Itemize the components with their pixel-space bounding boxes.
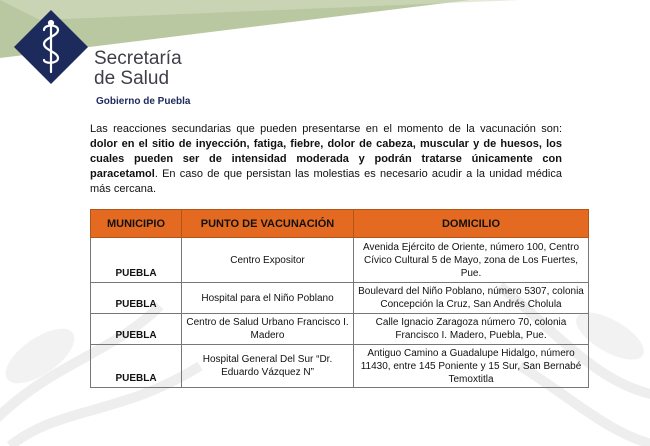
column-header-punto: PUNTO DE VACUNACIÓN	[182, 210, 354, 238]
cell-punto: Hospital General Del Sur “Dr. Eduardo Vázquez N”	[182, 345, 354, 388]
cell-municipio: PUEBLA	[91, 238, 182, 283]
cell-municipio: PUEBLA	[91, 283, 182, 314]
org-name-line2: de Salud	[94, 68, 170, 89]
government-subtitle: Gobierno de Puebla	[96, 96, 191, 107]
cell-municipio: PUEBLA	[91, 314, 182, 345]
table-row	[91, 314, 589, 345]
table-row	[91, 238, 589, 283]
cell-punto: Centro de Salud Urbano Francisco I. Madero	[182, 314, 354, 345]
paragraph-intro: Las reacciones secundarias que pueden presentarse en el momento de la vacunación son:	[90, 123, 562, 135]
vaccination-reactions-paragraph	[90, 122, 562, 197]
cell-domicilio: Avenida Ejército de Oriente, número 100, Centro Cívico Cultural 5 de Mayo, zona de Los Fuertes, Pue.	[354, 238, 589, 283]
table-row	[91, 283, 589, 314]
paragraph-bold-symptoms: dolor en el sitio de inyección, fatiga, fiebre, dolor de cabeza, muscular y de huesos, los cuales pueden ser de intensidad moderada y podrán tratarse únicamente con paracetamol	[90, 138, 562, 180]
organization-name	[94, 49, 182, 89]
cell-punto: Hospital para el Niño Poblano	[182, 283, 354, 314]
org-name-line1: Secretaría	[94, 48, 182, 69]
cell-domicilio: Antiguo Camino a Guadalupe Hidalgo, número 11430, entre 145 Poniente y 15 Sur, San Bernabé Temoxtitla	[354, 345, 589, 388]
cell-punto: Centro Expositor	[182, 238, 354, 283]
column-header-municipio: MUNICIPIO	[91, 210, 182, 238]
cell-domicilio: Boulevard del Niño Poblano, número 5307, colonia Concepción la Cruz, San Andrés Cholula	[354, 283, 589, 314]
column-header-domicilio: DOMICILIO	[354, 210, 589, 238]
vaccination-points-table	[90, 209, 589, 388]
secretaria-salud-logo	[14, 10, 88, 84]
cell-municipio: PUEBLA	[91, 345, 182, 388]
paragraph-outro: . En caso de que persistan las molestias es necesario acudir a la unidad médica más cercana.	[90, 168, 562, 195]
table-row	[91, 345, 589, 388]
cell-domicilio: Calle Ignacio Zaragoza número 70, colonia Francisco I. Madero, Puebla, Pue.	[354, 314, 589, 345]
table-header-row	[91, 210, 589, 238]
